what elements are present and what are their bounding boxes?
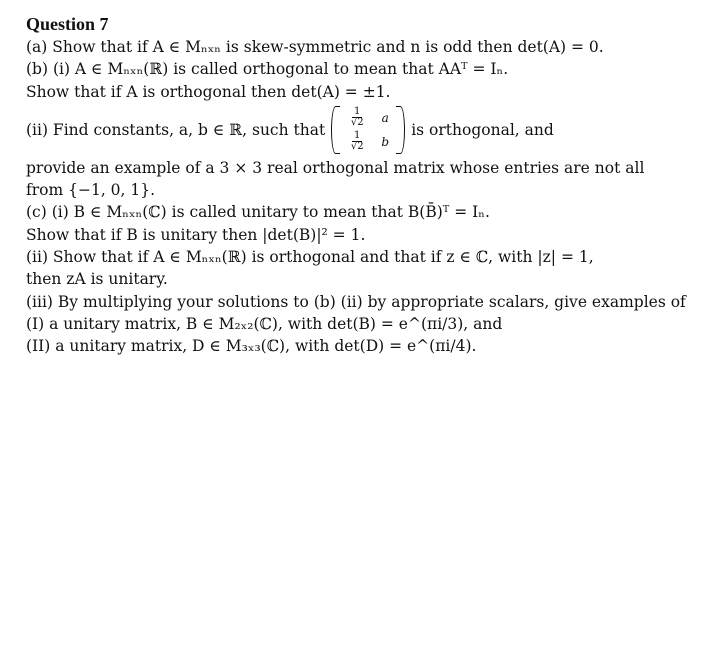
matrix-left-paren [331,106,340,154]
part-b-ii-matrix-line [26,103,716,157]
part-c-i-task-line: Show that if B is unitary then |det(B)|² = 1. [26,225,366,244]
part-c-iii-I-line: (I) a unitary matrix, B ∈ M₂ₓ₂(ℂ), with det(B) = e^(πi/3), and [26,314,503,333]
question-page [26,12,716,358]
part-b-i-definition-line: (b) (i) A ∈ Mₙₓₙ(ℝ) is called orthogonal to mean that AAᵀ = Iₙ. [26,60,509,79]
part-c-ii-line: (ii) Show that if A ∈ Mₙₓₙ(ℝ) is orthogonal and that if z ∈ ℂ, with |z| = 1, [26,248,594,267]
part-b-ii-text-after: is orthogonal, and [411,120,554,139]
part-c-ii-conclusion-line: then zA is unitary. [26,270,168,289]
question-title: Question 7 [26,14,109,34]
part-a-line: (a) Show that if A ∈ Mₙₓₙ is skew-symmetric and n is odd then det(A) = 0. [26,38,604,56]
matrix-2x2 [331,106,405,154]
matrix-right-paren [396,106,405,154]
matrix-entry-r1c2: a [381,110,389,125]
matrix-entry-r1c1: $\frac{1}{√2}$ [350,106,364,129]
part-b-ii-example-line: provide an example of a 3 × 3 real orthogonal matrix whose entries are not all [26,158,645,177]
matrix-entry-r2c2: b [381,134,390,149]
part-b-ii-set-line: from {−1, 0, 1}. [26,181,156,200]
part-c-i-definition-line: (c) (i) B ∈ Mₙₓₙ(ℂ) is called unitary to mean that B(B̄)ᵀ = Iₙ. [26,203,490,222]
matrix-grid [340,106,396,154]
part-b-i-task-line: Show that if A is orthogonal then det(A) = ±1. [26,82,391,101]
part-b-ii-text-before: (ii) Find constants, a, b ∈ ℝ, such that [26,120,326,139]
part-c-iii-line: (iii) By multiplying your solutions to (b) (ii) by appropriate scalars, give examples of [26,292,686,311]
matrix-entry-r2c1: $\frac{1}{√2}$ [350,130,364,153]
part-c-iii-II-line: (II) a unitary matrix, D ∈ M₃ₓ₃(ℂ), with det(D) = e^(πi/4). [26,337,477,356]
